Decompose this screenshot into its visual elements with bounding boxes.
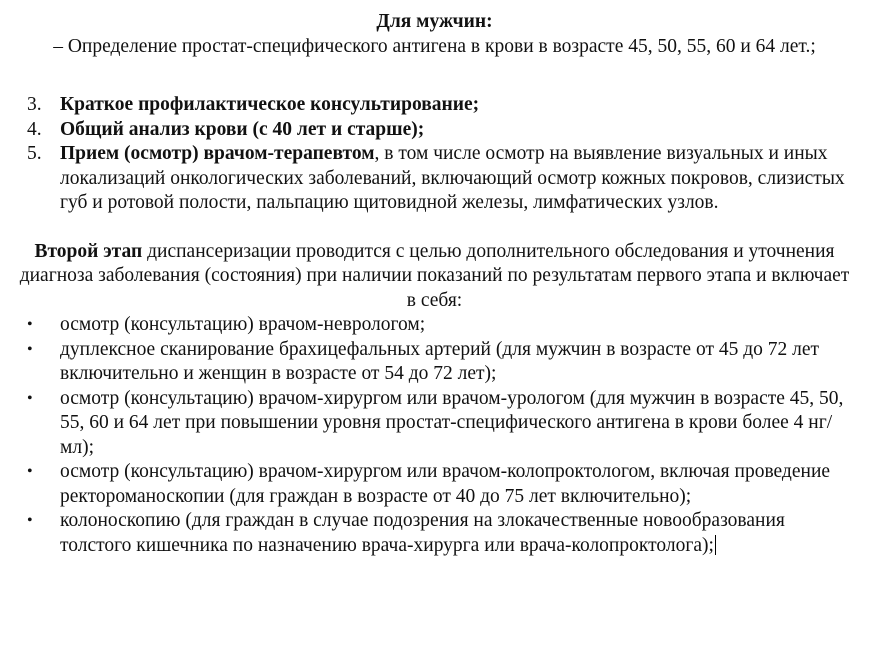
men-section-heading: Для мужчин: <box>376 11 493 32</box>
list-item <box>0 338 869 387</box>
spacer <box>0 216 869 240</box>
list-item <box>0 142 869 216</box>
list-item-text: , в том числе осмотр на выявление визуальных и иных локализаций онкологических заболеваний, включающий осмотр кожных покровов, слизистых губ и ротовой полости, пальпацию щитовидной железы, лимфатических узлов. <box>60 143 845 213</box>
list-number: 3. <box>27 94 42 115</box>
list-item-text: дуплексное сканирование брахицефальных артерий (для мужчин в возрасте от 45 до 72 лет включительно и женщин в возрасте от 54 до 72 лет); <box>60 338 820 384</box>
list-item <box>0 387 869 461</box>
bullet-icon: • <box>27 512 33 529</box>
second-stage-paragraph <box>0 240 869 314</box>
men-section-item: – Определение простат-специфического антигена в крови в возрасте 45, 50, 55, 60 и 64 лет.; <box>53 35 816 57</box>
list-item-bold-text: Прием (осмотр) врачом-терапевтом <box>60 143 375 164</box>
list-item-bold-text: Общий анализ крови (с 40 лет и старше); <box>60 118 425 140</box>
second-stage-bullet-list <box>0 313 869 558</box>
list-item <box>0 313 869 338</box>
text-cursor[interactable] <box>715 535 716 555</box>
spacer <box>0 59 869 83</box>
bullet-icon: • <box>27 316 33 333</box>
list-item <box>0 460 869 509</box>
list-item <box>0 509 869 558</box>
second-stage-lead: Второй этап <box>34 240 143 262</box>
bullet-icon: • <box>27 463 33 480</box>
list-item <box>0 93 869 118</box>
list-item-text: колоноскопию (для граждан в случае подозрения на злокачественные новообразования толстого кишечника по назначению врача-хирурга или врача-колопроктолога); <box>60 510 785 556</box>
first-stage-numbered-list <box>0 93 869 216</box>
list-number: 5. <box>27 143 42 164</box>
list-number: 4. <box>27 118 42 140</box>
list-item <box>0 118 869 143</box>
list-item-text: осмотр (консультацию) врачом-хирургом или врачом-колопроктологом, включая проведение ректороманоскопии (для граждан в возрасте от 40 до 75 лет включительно); <box>60 461 831 507</box>
list-item-text: осмотр (консультацию) врачом-хирургом или врачом-урологом (для мужчин в возрасте 45, 50, 55, 60 и 64 лет при повышении уровня простат-специфического антигена в крови более 4 нг/мл); <box>60 387 844 458</box>
document-page <box>0 10 869 558</box>
list-item-bold-text: Краткое профилактическое консультирование; <box>60 94 480 115</box>
second-stage-text: диспансеризации проводится с целью дополнительного обследования и уточнения диагноза заболевания (состояния) при наличии показаний по результатам первого этапа и включает в себя: <box>19 240 850 311</box>
bullet-icon: • <box>27 340 33 358</box>
list-item-text: осмотр (консультацию) врачом-неврологом; <box>60 314 426 335</box>
bullet-icon: • <box>27 389 33 407</box>
